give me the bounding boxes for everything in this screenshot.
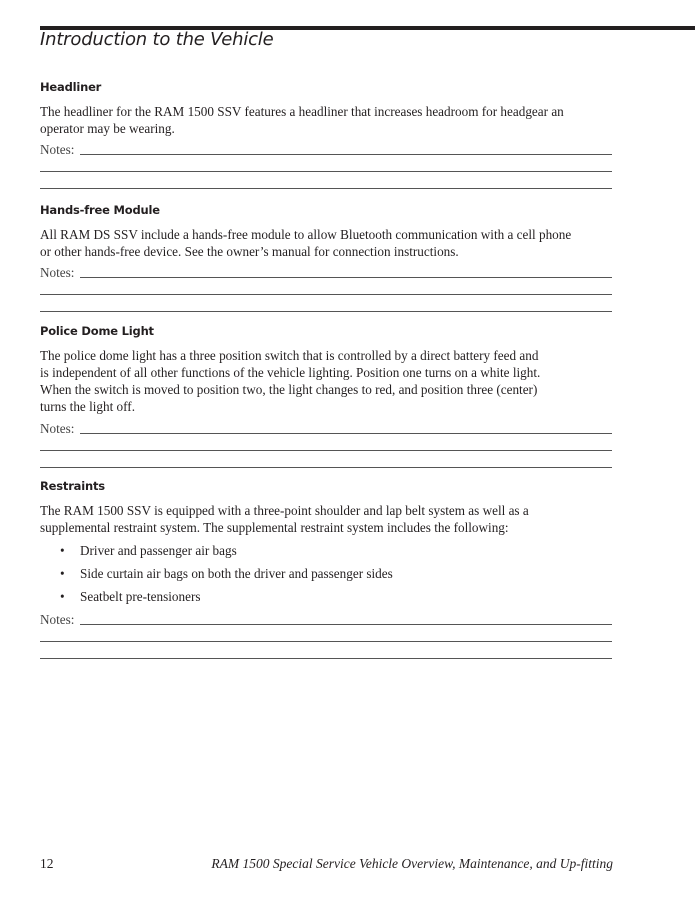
section-headliner (40, 80, 615, 192)
bullet-icon: • (60, 566, 65, 581)
notes-field[interactable] (40, 281, 615, 298)
notes-line (80, 624, 612, 625)
section-heading: Police Dome Light (40, 324, 154, 338)
paragraph-line: All RAM DS SSV include a hands-free module to allow Bluetooth communication with a cell phone (40, 227, 572, 242)
restraints-list (40, 542, 615, 611)
paragraph-line: operator may be wearing. (40, 121, 175, 136)
section-heading: Headliner (40, 80, 102, 94)
notes-line (40, 311, 612, 312)
notes-field[interactable] (40, 611, 615, 628)
page-number: 12 (40, 856, 54, 871)
notes-line (80, 277, 612, 278)
list-item-text: Side curtain air bags on both the driver and passenger sides (80, 566, 393, 581)
list-item-text: Seatbelt pre-tensioners (80, 589, 201, 604)
paragraph-line: The headliner for the RAM 1500 SSV features a headliner that increases headroom for headgear an (40, 104, 564, 119)
notes-field[interactable] (40, 175, 615, 192)
list-item (40, 565, 615, 588)
notes-line (80, 154, 612, 155)
notes-field[interactable] (40, 158, 615, 175)
notes-field[interactable] (40, 420, 615, 437)
notes-line (40, 171, 612, 172)
section-police-dome-light (40, 324, 615, 471)
page-title: Introduction to the Vehicle (40, 29, 274, 50)
notes-line (80, 433, 612, 434)
paragraph-line: is independent of all other functions of the vehicle lighting. Position one turns on a white light. (40, 365, 541, 380)
list-item (40, 542, 615, 565)
paragraph-line: The RAM 1500 SSV is equipped with a three-point shoulder and lap belt system as well as a (40, 503, 529, 518)
footer-title: RAM 1500 Special Service Vehicle Overview, Maintenance, and Up-fitting (211, 856, 613, 871)
bullet-icon: • (60, 589, 65, 604)
notes-line (40, 467, 612, 468)
section-hands-free-module (40, 203, 615, 315)
paragraph-line: supplemental restraint system. The supplemental restraint system includes the following: (40, 520, 509, 535)
notes-field[interactable] (40, 454, 615, 471)
notes-line (40, 294, 612, 295)
paragraph-line: turns the light off. (40, 399, 135, 414)
notes-label: Notes: (40, 612, 75, 627)
notes-label: Notes: (40, 142, 75, 157)
notes-line (40, 641, 612, 642)
bullet-icon: • (60, 543, 65, 558)
notes-label: Notes: (40, 265, 75, 280)
notes-field[interactable] (40, 437, 615, 454)
notes-line (40, 658, 612, 659)
notes-field[interactable] (40, 645, 615, 662)
paragraph-line: When the switch is moved to position two, the light changes to red, and position three (center) (40, 382, 538, 397)
notes-field[interactable] (40, 141, 615, 158)
notes-field[interactable] (40, 628, 615, 645)
paragraph-line: or other hands-free device. See the owner’s manual for connection instructions. (40, 244, 459, 259)
notes-field[interactable] (40, 298, 615, 315)
notes-label: Notes: (40, 421, 75, 436)
section-heading: Hands-free Module (40, 203, 160, 217)
section-heading: Restraints (40, 479, 105, 493)
section-restraints (40, 479, 615, 662)
notes-line (40, 188, 612, 189)
notes-field[interactable] (40, 264, 615, 281)
paragraph-line: The police dome light has a three position switch that is controlled by a direct battery feed and (40, 348, 539, 363)
list-item (40, 588, 615, 611)
list-item-text: Driver and passenger air bags (80, 543, 237, 558)
notes-line (40, 450, 612, 451)
